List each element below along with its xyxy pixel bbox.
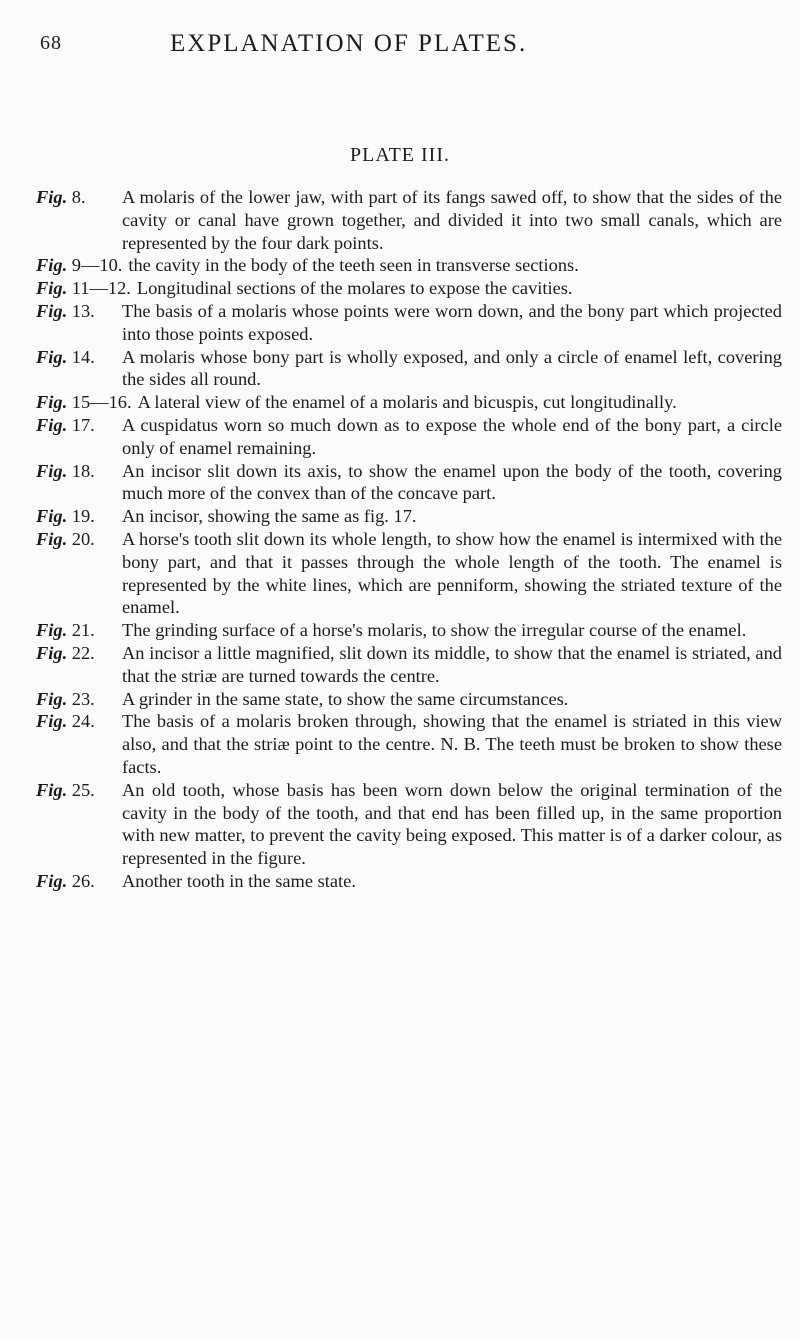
running-head	[0, 14, 800, 57]
figure-label: Fig. 11—12.	[36, 278, 131, 299]
figure-entry	[36, 414, 782, 460]
figure-entry	[36, 460, 782, 506]
figure-description: Another tooth in the same state.	[122, 870, 356, 891]
figure-label: Fig. 21.	[36, 620, 95, 641]
figure-entry	[36, 391, 782, 414]
figure-description: An incisor slit down its axis, to show the enamel upon the body of the tooth, covering much more of the convex than of the concave part.	[122, 460, 782, 504]
figure-description: An old tooth, whose basis has been worn down below the original termination of the cavity in the body of the tooth, and that end has been filled up, in the same proportion with new matter, to prevent the cavity being exposed. This matter is of a darker colour, as represented in the figure.	[122, 779, 782, 869]
running-title: EXPLANATION OF PLATES.	[170, 30, 528, 57]
page-number: 68	[40, 32, 62, 54]
figure-description: The basis of a molaris broken through, showing that the enamel is striated in this view also, and that the striæ point to the centre. N. B. The teeth must be broken to show these facts.	[122, 711, 782, 777]
figure-label: Fig. 20.	[36, 528, 95, 549]
figure-label: Fig. 9—10.	[36, 255, 123, 276]
figure-description: The grinding surface of a horse's molaris, to show the irregular course of the enamel.	[122, 620, 747, 641]
figure-label: Fig. 26.	[36, 870, 95, 891]
figure-description: A horse's tooth slit down its whole length, to show how the enamel is intermixed with the bony part, and that it passes through the whole length of the tooth. The enamel is represented by the white lines, which are penniform, showing the striated texture of the enamel.	[122, 528, 782, 618]
figure-entry	[36, 505, 782, 528]
figure-description: A cuspidatus worn so much down as to expose the whole end of the bony part, a circle only of enamel remaining.	[122, 414, 782, 458]
figure-description: A lateral view of the enamel of a molaris and bicuspis, cut longitudinally.	[137, 392, 677, 413]
figure-entries	[36, 186, 782, 893]
figure-label: Fig. 14.	[36, 346, 95, 367]
figure-entry	[36, 710, 782, 778]
figure-label: Fig. 17.	[36, 414, 95, 435]
figure-entry	[36, 528, 782, 619]
figure-description: An incisor a little magnified, slit down its middle, to show that the enamel is striated, and that the striæ are turned towards the centre.	[122, 642, 782, 686]
figure-description: The basis of a molaris whose points were worn down, and the bony part which projected into those points exposed.	[122, 300, 782, 344]
figure-label: Fig. 15—16.	[36, 392, 132, 413]
figure-description: An incisor, showing the same as fig. 17.	[122, 506, 417, 527]
figure-description: Longitudinal sections of the molares to expose the cavities.	[136, 278, 573, 299]
figure-description: A molaris whose bony part is wholly exposed, and only a circle of enamel left, covering the sides all round.	[122, 346, 782, 390]
figure-description: the cavity in the body of the teeth seen in transverse sections.	[128, 255, 579, 276]
figure-entry	[36, 300, 782, 346]
figure-entry	[36, 619, 782, 642]
figure-entry	[36, 779, 782, 870]
figure-label: Fig. 25.	[36, 779, 95, 800]
figure-label: Fig. 24.	[36, 711, 95, 732]
figure-label: Fig. 23.	[36, 688, 95, 709]
figure-entry	[36, 277, 782, 300]
figure-label: Fig. 13.	[36, 300, 95, 321]
figure-description: A molaris of the lower jaw, with part of its fangs sawed off, to show that the sides of the cavity or canal have grown together, and divided it into two small canals, which are represented by the four dark points.	[122, 187, 782, 253]
figure-label: Fig. 18.	[36, 460, 95, 481]
figure-entry	[36, 346, 782, 392]
figure-entry	[36, 186, 782, 254]
figure-label: Fig. 22.	[36, 642, 95, 663]
figure-description: A grinder in the same state, to show the same circumstances.	[122, 688, 569, 709]
plate-title: PLATE III.	[350, 144, 450, 166]
figure-entry	[36, 870, 782, 893]
figure-label: Fig. 19.	[36, 506, 95, 527]
figure-label: Fig. 8.	[36, 187, 86, 207]
figure-entry	[36, 688, 782, 711]
figure-entry	[36, 642, 782, 688]
figure-entry	[36, 254, 782, 277]
